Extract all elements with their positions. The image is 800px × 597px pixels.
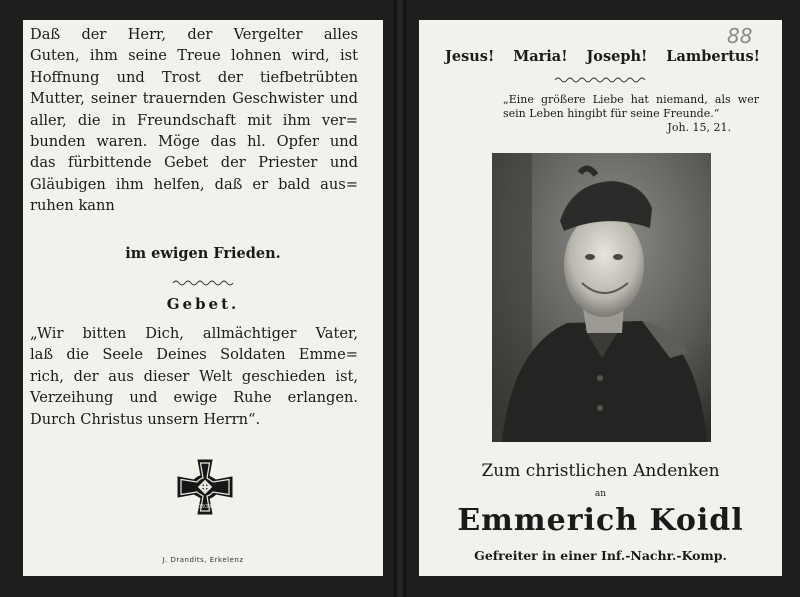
prayer-line: Verzeihung und ewige Ruhe erlangen. bbox=[30, 389, 358, 407]
quote-line: sein Leben hingibt für seine Freunde.“ bbox=[503, 107, 720, 120]
quote-reference: Joh. 15, 21. bbox=[667, 121, 731, 134]
paragraph-line: das fürbittende Gebet der Priester und bbox=[30, 154, 358, 172]
prayer-line: laß die Seele Deines Soldaten Emme= bbox=[30, 346, 358, 364]
connector-word: an bbox=[594, 489, 607, 499]
deceased-rank: Gefreiter in einer Inf.-Nachr.-Komp. bbox=[474, 548, 727, 563]
quote-line: „Eine größere Liebe hat niemand, als wer bbox=[503, 93, 759, 106]
paragraph-line: Guten, ihm seine Treue lohnen wird, ist bbox=[30, 47, 358, 65]
paragraph-line: Daß der Herr, der Vergelter alles bbox=[30, 26, 358, 43]
invocation-joseph: Joseph! bbox=[586, 48, 648, 65]
prayer-title: Gebet. bbox=[166, 295, 240, 313]
invocation-lambertus: Lambertus! bbox=[666, 48, 760, 65]
ornament-divider bbox=[23, 278, 383, 288]
prayer-line: rich, der aus dieser Welt geschieden ist, bbox=[30, 367, 358, 385]
prayer-line: „Wir bitten Dich, allmächtiger Vater, bbox=[30, 325, 358, 342]
handwritten-number: 88 bbox=[727, 24, 753, 48]
paragraph-line: Mutter, seiner trauernden Geschwister und bbox=[30, 90, 358, 108]
paragraph-line: aller, die in Freundschaft mit ihm ver= bbox=[30, 111, 358, 129]
paragraph-line: Hoffnung und Trost der tiefbetrübten bbox=[30, 68, 358, 86]
paragraph-line: ruhen kann bbox=[30, 197, 115, 215]
deceased-name: Emmerich Koidl bbox=[457, 503, 744, 538]
ornament-divider bbox=[553, 74, 649, 86]
memorial-heading: Zum christlichen Andenken bbox=[481, 461, 720, 481]
card-fold bbox=[394, 0, 406, 597]
paragraph-line: Gläubigen ihm helfen, daß er bald aus= bbox=[30, 175, 358, 193]
prayer-text bbox=[30, 323, 358, 430]
soldier-portrait bbox=[492, 153, 711, 442]
invocations bbox=[419, 48, 782, 65]
closing-phrase: im ewigen Frieden. bbox=[125, 245, 281, 262]
prayer-line: Durch Christus unsern Herrn“. bbox=[30, 410, 261, 428]
bible-quote bbox=[503, 93, 759, 135]
cross-year: 1939 bbox=[198, 504, 212, 510]
invocation-maria: Maria! bbox=[513, 48, 568, 65]
invocation-jesus: Jesus! bbox=[445, 48, 495, 65]
paragraph-line: bunden waren. Möge das hl. Opfer und bbox=[30, 133, 358, 151]
iron-cross-icon bbox=[176, 458, 234, 516]
printer-imprint: J. Drandits, Erkelenz bbox=[162, 556, 244, 564]
condolence-paragraph bbox=[30, 24, 358, 217]
